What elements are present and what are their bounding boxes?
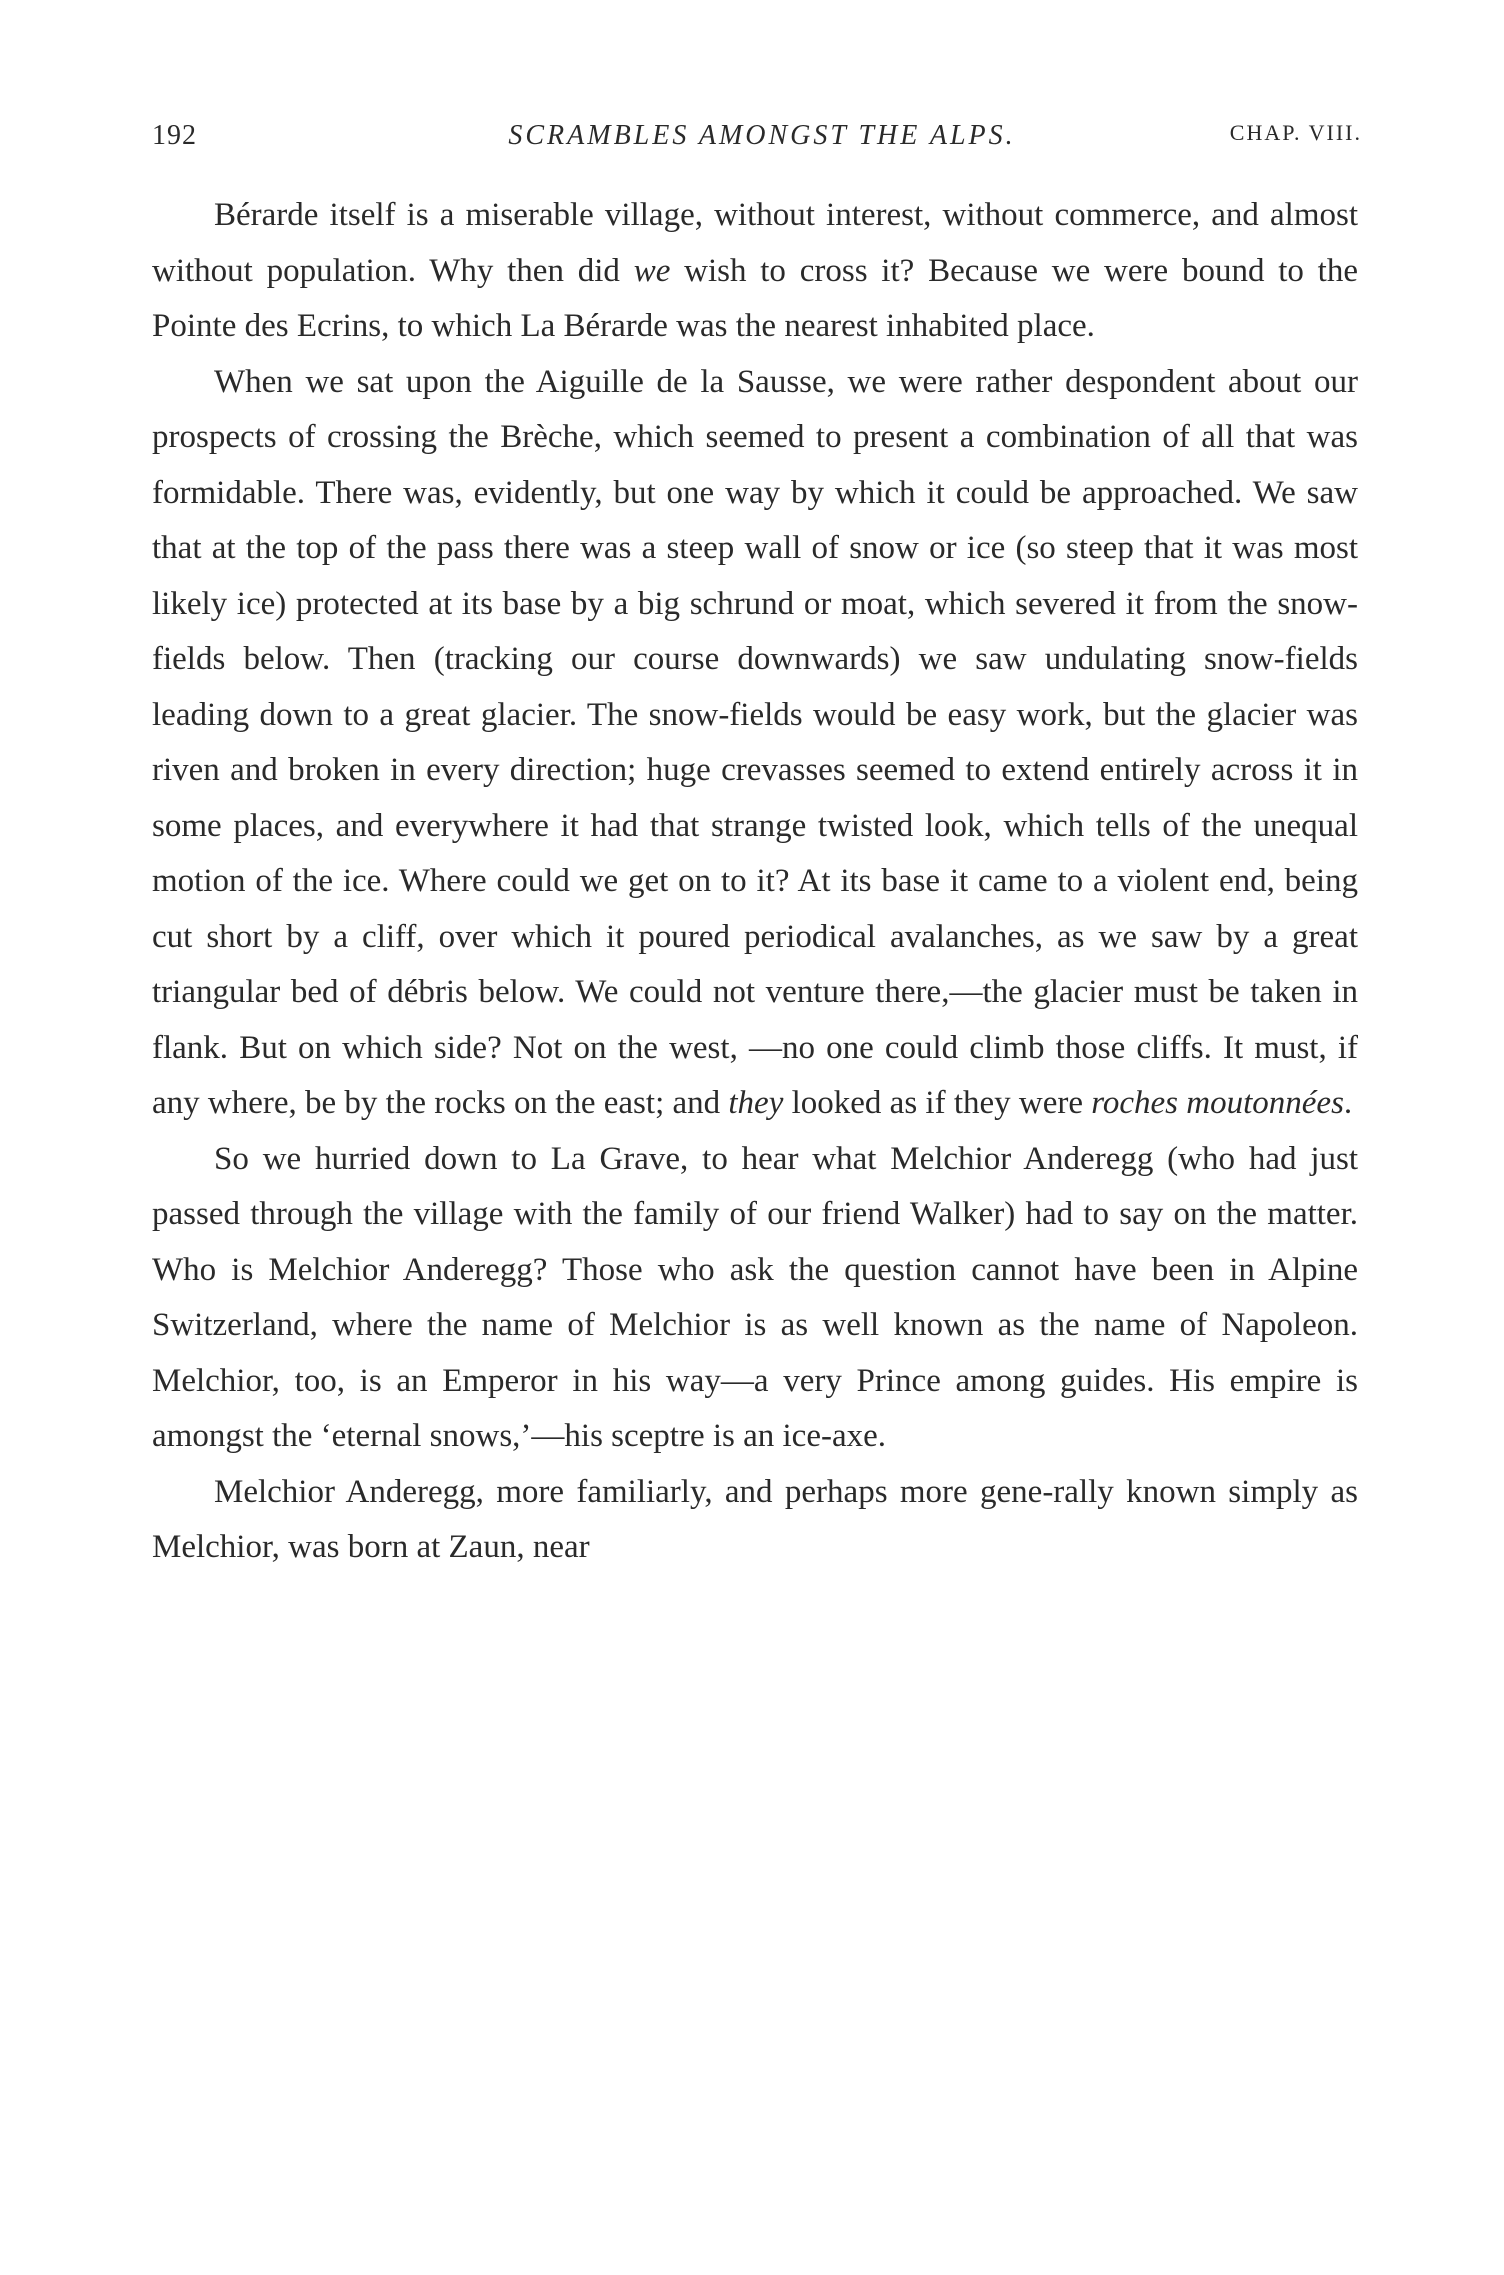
page-number: 192	[152, 120, 197, 151]
paragraph-breche: When we sat upon the Aiguille de la Sausse, we were rather despondent about our prospects of crossing the Brèche, which seemed to present a combination of all that was formidable. There was, evidently, but one way by which it could be approached. We saw that at the top of the pass there was a steep wall of snow or ice (so steep that it was most likely ice) protected at its base by a big schrund or moat, which severed it from the snow-fields below. Then (tracking our course downwards) we saw undulating snow-fields leading down to a great glacier. The snow-fields would be easy work, but the glacier was riven and broken in every direction; huge crevasses seemed to extend entirely across it in some places, and everywhere it had that strange twisted look, which tells of the unequal motion of the ice. Where could we get on to it? At its base it came to a violent end, being cut short by a cliff, over which it poured periodical avalanches, as we saw by a great triangular bed of débris below. We could not venture there,—the glacier must be taken in flank. But on which side? Not on the west, —no one could climb those cliffs. It must, if any where, be by the rocks on the east; and they looked as if they were roches moutonnées.	[152, 363, 1358, 1121]
paragraph-melchior-birth: Melchior Anderegg, more familiarly, and perhaps more gene-rally known simply as Melchior, was born at Zaun, near	[152, 1473, 1358, 1565]
paragraph-melchior-intro: So we hurried down to La Grave, to hear what Melchior Anderegg (who had just passed through the village with the family of our friend Walker) had to say on the matter. Who is Melchior Anderegg? Those who ask the question cannot have been in Alpine Switzerland, where the name of Melchior is as well known as the name of Napoleon. Melchior, too, is an Emperor in his way—a very Prince among guides. His empire is amongst the ‘eternal snows,’—his sceptre is an ice-axe.	[152, 1140, 1358, 1454]
chapter-label: CHAP. VIII.	[1229, 120, 1362, 145]
paragraph-berarde: Bérarde itself is a miserable village, without interest, without commerce, and almost without population. Why then did we wish to cross it? Because we were bound to the Pointe des Ecrins, to which La Bérarde was the nearest inhabited place.	[152, 197, 1358, 344]
body-text	[152, 188, 1358, 1576]
page-header	[152, 120, 1362, 164]
running-title: SCRAMBLES AMONGST THE ALPS.	[508, 120, 1016, 151]
